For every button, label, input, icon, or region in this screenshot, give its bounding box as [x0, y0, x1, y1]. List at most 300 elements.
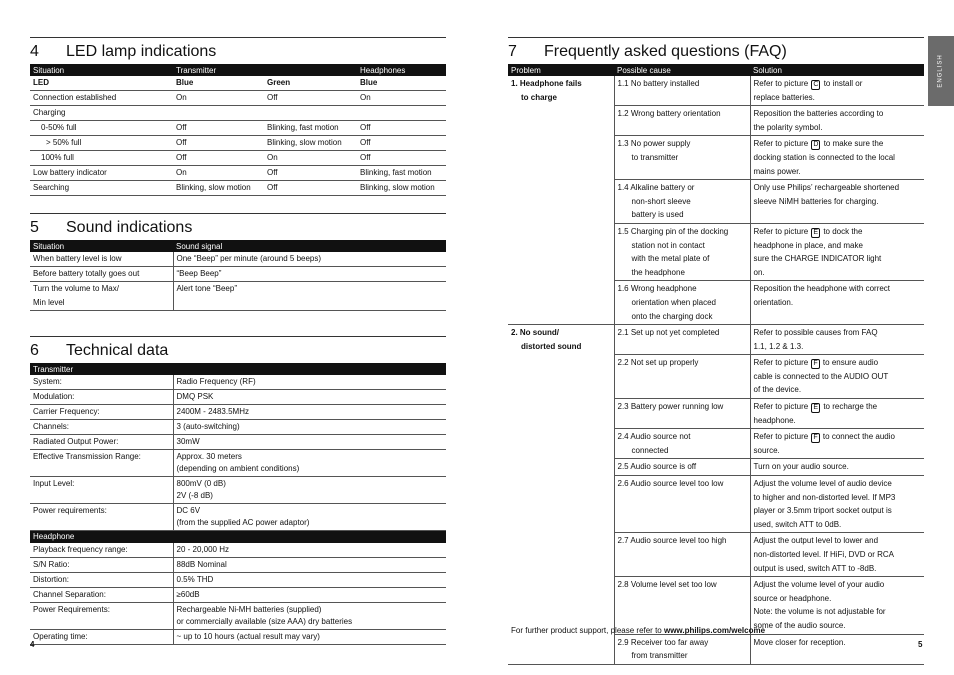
faq-row	[508, 325, 924, 355]
faq-solution-line	[754, 77, 922, 91]
tech-section-number: 6	[30, 342, 39, 359]
faq-solution-cell	[750, 634, 924, 664]
faq-solution-text: cable is connected to the AUDIO OUT	[753, 371, 889, 381]
faq-solution-text: to dock the	[821, 226, 863, 236]
table-cell: Low battery indicator	[30, 166, 173, 181]
faq-solution-text: Move closer for reception.	[753, 637, 846, 647]
faq-solution-text: on.	[753, 267, 765, 277]
faq-row	[508, 180, 924, 224]
faq-problem-cell	[508, 429, 614, 459]
spec-value-line: ≥60dB	[176, 589, 200, 599]
spec-label: Playback frequency range:	[30, 543, 173, 558]
faq-cause-line: orientation when placed	[631, 297, 717, 307]
faq-cause-cell	[614, 399, 750, 429]
spec-value-line: (depending on ambient conditions)	[176, 464, 300, 473]
faq-cause-line: 2.4 Audio source not	[617, 432, 691, 442]
faq-heading	[508, 43, 924, 61]
spec-value	[173, 405, 446, 420]
led-col-blank	[264, 64, 357, 76]
faq-solution-line	[754, 151, 922, 165]
faq-solution-text: to connect the audio	[820, 432, 895, 442]
faq-solution-text: mains power.	[753, 166, 801, 176]
sound-section-number: 5	[30, 219, 39, 236]
faq-cause-line: 1.3 No power supply	[617, 139, 691, 149]
faq-row	[508, 634, 924, 664]
faq-cause-line: to transmitter	[631, 152, 679, 162]
faq-solution-line	[754, 181, 922, 195]
faq-solution-text: Adjust the output level to lower and	[753, 536, 879, 546]
table-cell: Turn the volume to Max/	[33, 284, 119, 293]
spec-value-line: 30mW	[176, 437, 200, 446]
faq-cause-line: 2.9 Receiver too far away	[617, 637, 709, 647]
table-cell: On	[173, 166, 264, 181]
faq-cause-cell	[614, 136, 750, 180]
faq-solution-text: used, switch ATT to 0dB.	[753, 519, 842, 529]
led-subheader-cell: Green	[264, 76, 357, 91]
faq-row	[508, 106, 924, 136]
tech-section	[30, 336, 446, 645]
faq-solution-line	[754, 195, 922, 209]
transmitter-table-body	[30, 375, 446, 531]
faq-row	[508, 476, 924, 533]
faq-solution-text: source or headphone.	[753, 593, 832, 603]
faq-problem-line: 1. Headphone fails	[511, 79, 582, 88]
picture-ref-icon: F	[813, 360, 818, 368]
table-cell: Blinking, slow motion	[173, 181, 264, 196]
faq-row	[508, 76, 924, 106]
sound-section	[30, 213, 446, 311]
table-row	[30, 181, 446, 196]
faq-problem-cell	[508, 136, 614, 180]
faq-solution-cell	[750, 399, 924, 429]
table-cell: One “Beep” per minute (around 5 beeps)	[173, 252, 446, 267]
table-row	[30, 136, 446, 151]
table-cell: On	[357, 91, 446, 106]
spec-value-line: Radio Frequency (RF)	[176, 377, 256, 386]
spec-value-line: 20 - 20,000 Hz	[176, 544, 229, 554]
faq-solution-line	[754, 400, 922, 414]
table-cell: Alert tone “Beep”	[173, 282, 446, 297]
table-row	[30, 435, 446, 450]
faq-cause-line: onto the charging dock	[631, 311, 713, 321]
faq-problem-cell	[508, 533, 614, 577]
faq-solution-text: player or 3.5mm triport socket output is	[753, 506, 892, 516]
spec-value-line: or commercially available (size AAA) dry batteries	[176, 616, 353, 626]
faq-solution-line	[754, 137, 922, 151]
faq-cause-cell	[614, 325, 750, 355]
faq-col-solution: Solution	[750, 64, 924, 76]
table-row	[30, 602, 446, 629]
table-row	[30, 267, 446, 282]
sound-table-body	[30, 252, 446, 311]
faq-solution-text: Note: the volume is not adjustable for	[753, 607, 886, 617]
led-section-number: 4	[30, 43, 39, 60]
language-tab-label: ENGLISH	[938, 54, 944, 88]
faq-solution-text: Reposition the batteries according to	[753, 109, 884, 119]
faq-solution-line	[754, 383, 922, 397]
faq-solution-line	[754, 266, 922, 280]
table-row	[30, 252, 446, 267]
picture-ref-icon: E	[813, 404, 819, 412]
faq-row	[508, 281, 924, 325]
faq-solution-text: replace batteries.	[753, 92, 815, 102]
headphone-table-body	[30, 543, 446, 645]
faq-solution-text: to recharge the	[821, 402, 878, 412]
faq-solution-text: docking station is connected to the local	[753, 152, 895, 162]
faq-cause-line: 1.4 Alkaline battery or	[617, 183, 695, 193]
faq-row	[508, 223, 924, 280]
sound-table-header	[30, 240, 446, 252]
spec-value	[173, 504, 446, 531]
table-row	[30, 390, 446, 405]
table-row	[30, 587, 446, 602]
table-row	[30, 121, 446, 136]
faq-col-cause: Possible cause	[614, 64, 750, 76]
faq-cause-cell	[614, 476, 750, 533]
table-cell: Blinking, fast motion	[264, 121, 357, 136]
table-cell: Off	[357, 121, 446, 136]
faq-solution-line	[754, 165, 922, 179]
spec-label: Operating time:	[30, 629, 173, 644]
faq-cause-cell	[614, 180, 750, 224]
table-row	[30, 420, 446, 435]
faq-cause-line: 2.8 Volume level set too low	[617, 580, 717, 590]
faq-cause-cell	[614, 429, 750, 459]
faq-solution-line	[754, 460, 922, 474]
faq-cause-line: with the metal plate of	[631, 254, 710, 264]
spec-label: Effective Transmission Range:	[30, 450, 173, 477]
spec-value	[173, 435, 446, 450]
spec-label: Carrier Frequency:	[30, 405, 173, 420]
faq-solution-text: the polarity symbol.	[753, 122, 823, 132]
table-row	[30, 543, 446, 558]
tech-table	[30, 363, 446, 645]
faq-solution-text: Refer to picture	[753, 402, 811, 412]
led-subheader-cell: Blue	[173, 76, 264, 91]
faq-problem-cell	[508, 281, 614, 325]
faq-problem-cell	[508, 76, 614, 106]
faq-solution-text: some of the audio source.	[753, 620, 846, 630]
faq-row	[508, 399, 924, 429]
spec-value-line: 800mV (0 dB)	[176, 479, 226, 488]
faq-solution-cell	[750, 355, 924, 399]
tech-section-title: Technical data	[66, 342, 169, 359]
table-cell	[173, 296, 446, 311]
faq-problem-cell	[508, 223, 614, 280]
spec-value-line: Approx. 30 meters	[176, 452, 242, 461]
spec-value	[173, 587, 446, 602]
table-cell: Blinking, slow motion	[264, 136, 357, 151]
faq-cause-cell	[614, 459, 750, 476]
spec-value-line: 2400M - 2483.5MHz	[176, 407, 249, 416]
faq-problem-cell	[508, 634, 614, 664]
faq-solution-cell	[750, 180, 924, 224]
led-table	[30, 64, 446, 196]
faq-solution-line	[754, 121, 922, 135]
transmitter-header: Transmitter	[30, 363, 446, 375]
faq-solution-cell	[750, 136, 924, 180]
faq-solution-text: to install or	[821, 79, 863, 88]
table-row	[30, 629, 446, 644]
faq-solution-text: headphone in place, and make	[753, 240, 863, 250]
faq-table-body	[508, 76, 924, 664]
table-cell: Off	[173, 121, 264, 136]
faq-problem-line: distorted sound	[521, 341, 582, 351]
table-cell: Connection established	[30, 91, 173, 106]
led-col-transmitter: Transmitter	[173, 64, 264, 76]
faq-solution-text: Reposition the headphone with correct	[753, 284, 891, 294]
support-link[interactable]: www.philips.com/welcome	[663, 626, 766, 635]
faq-problem-line: 2. No sound/	[511, 328, 559, 338]
table-row	[30, 572, 446, 587]
faq-solution-cell	[750, 325, 924, 355]
table-cell: Off	[264, 91, 357, 106]
faq-cause-cell	[614, 533, 750, 577]
faq-problem-cell	[508, 459, 614, 476]
faq-solution-text: output is used, switch ATT to -8dB.	[753, 563, 877, 573]
faq-solution-line	[754, 107, 922, 121]
spec-value-line: Rechargeable Ni-MH batteries (supplied)	[176, 604, 322, 614]
spec-value	[173, 375, 446, 390]
faq-solution-line	[754, 518, 922, 532]
table-row	[30, 296, 446, 311]
table-row	[30, 557, 446, 572]
faq-solution-text: Adjust the volume level of audio device	[753, 479, 892, 489]
faq-solution-line	[754, 562, 922, 576]
picture-ref-icon: E	[813, 228, 819, 236]
faq-solution-text: to higher and non-distorted level. If MP3	[753, 492, 896, 502]
faq-solution-line	[754, 414, 922, 428]
faq-solution-line	[754, 444, 922, 458]
faq-row	[508, 429, 924, 459]
faq-problem-cell	[508, 180, 614, 224]
faq-solution-line	[754, 296, 922, 310]
faq-solution-line	[754, 548, 922, 562]
spec-value-line: DC 6V	[176, 506, 201, 515]
faq-solution-text: Refer to picture	[753, 139, 811, 149]
faq-cause-line: from transmitter	[631, 651, 688, 661]
faq-solution-line	[754, 326, 922, 340]
led-table-body	[30, 76, 446, 196]
faq-cause-line: non-short sleeve	[631, 196, 691, 206]
faq-solution-cell	[750, 533, 924, 577]
faq-cause-line: connected	[631, 445, 669, 455]
table-cell: 100% full	[30, 151, 173, 166]
led-col-headphones: Headphones	[357, 64, 446, 76]
faq-problem-cell	[508, 106, 614, 136]
table-row	[30, 91, 446, 106]
faq-solution-text: source.	[753, 445, 780, 455]
faq-solution-line	[754, 370, 922, 384]
faq-cause-line: 1.5 Charging pin of the docking	[617, 226, 729, 236]
faq-solution-text: sure the CHARGE INDICATOR light	[753, 254, 882, 264]
faq-solution-cell	[750, 281, 924, 325]
table-cell: When battery level is low	[30, 252, 173, 267]
spec-value	[173, 557, 446, 572]
faq-problem-cell	[508, 476, 614, 533]
picture-ref-icon: D	[813, 141, 819, 149]
faq-problem-line: to charge	[521, 92, 558, 102]
faq-solution-line	[754, 91, 922, 105]
faq-solution-text: sleeve NiMH batteries for charging.	[753, 196, 879, 206]
faq-cause-line: 1.2 Wrong battery orientation	[617, 109, 721, 119]
faq-solution-text: to make sure the	[821, 139, 884, 149]
table-cell: Min level	[30, 296, 173, 311]
sound-col-signal: Sound signal	[173, 240, 446, 252]
table-cell: Off	[357, 151, 446, 166]
sound-heading	[30, 219, 446, 237]
faq-solution-text: Only use Philips’ rechargeable shortened	[753, 183, 900, 193]
spec-label: Power Requirements:	[30, 602, 173, 629]
faq-cause-line: 2.6 Audio source level too low	[617, 479, 724, 489]
table-cell: Off	[173, 151, 264, 166]
table-cell: Before battery totally goes out	[30, 267, 173, 282]
tech-heading	[30, 342, 446, 360]
faq-cause-line: 2.5 Audio source is off	[617, 462, 697, 472]
spec-label: System:	[30, 375, 173, 390]
faq-col-problem: Problem	[508, 64, 614, 76]
faq-solution-text: Refer to picture	[753, 226, 811, 236]
faq-row	[508, 355, 924, 399]
led-table-header	[30, 64, 446, 76]
picture-ref-icon: F	[813, 434, 818, 442]
table-row	[30, 106, 446, 121]
spec-label: Input Level:	[30, 477, 173, 504]
faq-cause-line: station not in contact	[631, 240, 705, 250]
spec-label: Power requirements:	[30, 504, 173, 531]
table-cell: > 50% full	[30, 136, 173, 151]
faq-solution-line	[754, 252, 922, 266]
table-cell: Off	[264, 181, 357, 196]
sound-section-title: Sound indications	[66, 219, 193, 236]
spec-value-line: (from the supplied AC power adaptor)	[176, 518, 310, 527]
faq-cause-cell	[614, 223, 750, 280]
faq-solution-line	[754, 636, 922, 650]
spec-label: S/N Ratio:	[30, 557, 173, 572]
faq-cause-cell	[614, 106, 750, 136]
faq-row	[508, 459, 924, 476]
faq-solution-line	[754, 225, 922, 239]
led-heading	[30, 43, 446, 61]
faq-cause-line: 2.2 Not set up properly	[617, 358, 699, 368]
table-cell: On	[173, 91, 264, 106]
faq-cause-line: 1.1 No battery installed	[617, 79, 700, 88]
faq-cause-line: 2.3 Battery power running low	[617, 402, 724, 412]
faq-table	[508, 64, 924, 665]
table-row	[30, 166, 446, 181]
faq-section-number: 7	[508, 43, 517, 60]
faq-solution-line	[754, 340, 922, 354]
faq-solution-cell	[750, 476, 924, 533]
spec-label: Distortion:	[30, 572, 173, 587]
faq-solution-cell	[750, 577, 924, 634]
faq-solution-line	[754, 504, 922, 518]
faq-solution-line	[754, 356, 922, 370]
faq-cause-cell	[614, 281, 750, 325]
faq-solution-text: Refer to picture	[753, 432, 811, 442]
spec-value	[173, 602, 446, 629]
faq-cause-line: battery is used	[631, 210, 684, 220]
led-subheader-cell: LED	[30, 76, 173, 91]
faq-solution-cell	[750, 76, 924, 106]
spec-value-line: 0.5% THD	[176, 574, 214, 584]
footer-text: For further product support, please refer to	[511, 626, 664, 635]
faq-table-header	[508, 64, 924, 76]
faq-solution-text: to ensure audio	[820, 358, 879, 368]
faq-solution-text: Refer to picture	[753, 79, 811, 88]
table-row	[30, 405, 446, 420]
faq-solution-line	[754, 239, 922, 253]
spec-value	[173, 390, 446, 405]
table-row	[30, 151, 446, 166]
faq-solution-text: Turn on your audio source.	[753, 462, 849, 472]
headphone-header: Headphone	[30, 531, 446, 543]
faq-solution-line	[754, 619, 922, 633]
table-cell: Off	[264, 166, 357, 181]
faq-solution-line	[754, 578, 922, 592]
spec-label: Channels:	[30, 420, 173, 435]
faq-cause-cell	[614, 634, 750, 664]
language-tab	[928, 36, 954, 106]
table-cell: Charging	[30, 106, 173, 121]
table-cell: “Beep Beep”	[173, 267, 446, 282]
faq-problem-cell	[508, 399, 614, 429]
spec-value	[173, 572, 446, 587]
faq-solution-text: of the device.	[753, 385, 802, 395]
faq-solution-cell	[750, 223, 924, 280]
faq-cause-line: 2.7 Audio source level too high	[617, 536, 727, 546]
faq-row	[508, 136, 924, 180]
sound-table	[30, 240, 446, 311]
faq-solution-line	[754, 477, 922, 491]
table-row	[30, 504, 446, 531]
faq-section	[508, 37, 924, 665]
faq-cause-line: 2.1 Set up not yet completed	[617, 328, 720, 338]
spec-value	[173, 450, 446, 477]
page-number-right: 5	[918, 640, 923, 649]
table-row	[30, 282, 446, 297]
faq-solution-line	[754, 491, 922, 505]
spec-label: Radiated Output Power:	[30, 435, 173, 450]
faq-cause-line: the headphone	[631, 267, 685, 277]
spec-value-line: DMQ PSK	[176, 392, 214, 401]
spec-value	[173, 543, 446, 558]
table-cell: Blinking, fast motion	[357, 166, 446, 181]
faq-solution-cell	[750, 459, 924, 476]
faq-solution-line	[754, 282, 922, 296]
table-cell: Off	[357, 136, 446, 151]
page-number-left: 4	[30, 640, 35, 649]
faq-problem-cell	[508, 325, 614, 355]
sound-col-situation: Situation	[30, 240, 173, 252]
faq-solution-text: non-distorted level. If HiFi, DVD or RCA	[753, 550, 894, 559]
faq-solution-text: Adjust the volume level of your audio	[753, 580, 885, 590]
faq-problem-cell	[508, 355, 614, 399]
table-cell: On	[264, 151, 357, 166]
faq-cause-line: 1.6 Wrong headphone	[617, 284, 697, 294]
spec-value	[173, 629, 446, 644]
faq-solution-line	[754, 430, 922, 444]
faq-solution-text: orientation.	[753, 297, 794, 307]
table-cell	[173, 106, 264, 121]
spec-value-line: 2V (-8 dB)	[176, 491, 213, 500]
table-cell	[357, 106, 446, 121]
spec-value-line: 88dB Nominal	[176, 559, 227, 569]
table-row	[30, 477, 446, 504]
faq-solution-line	[754, 534, 922, 548]
table-row	[30, 450, 446, 477]
table-cell: Off	[173, 136, 264, 151]
